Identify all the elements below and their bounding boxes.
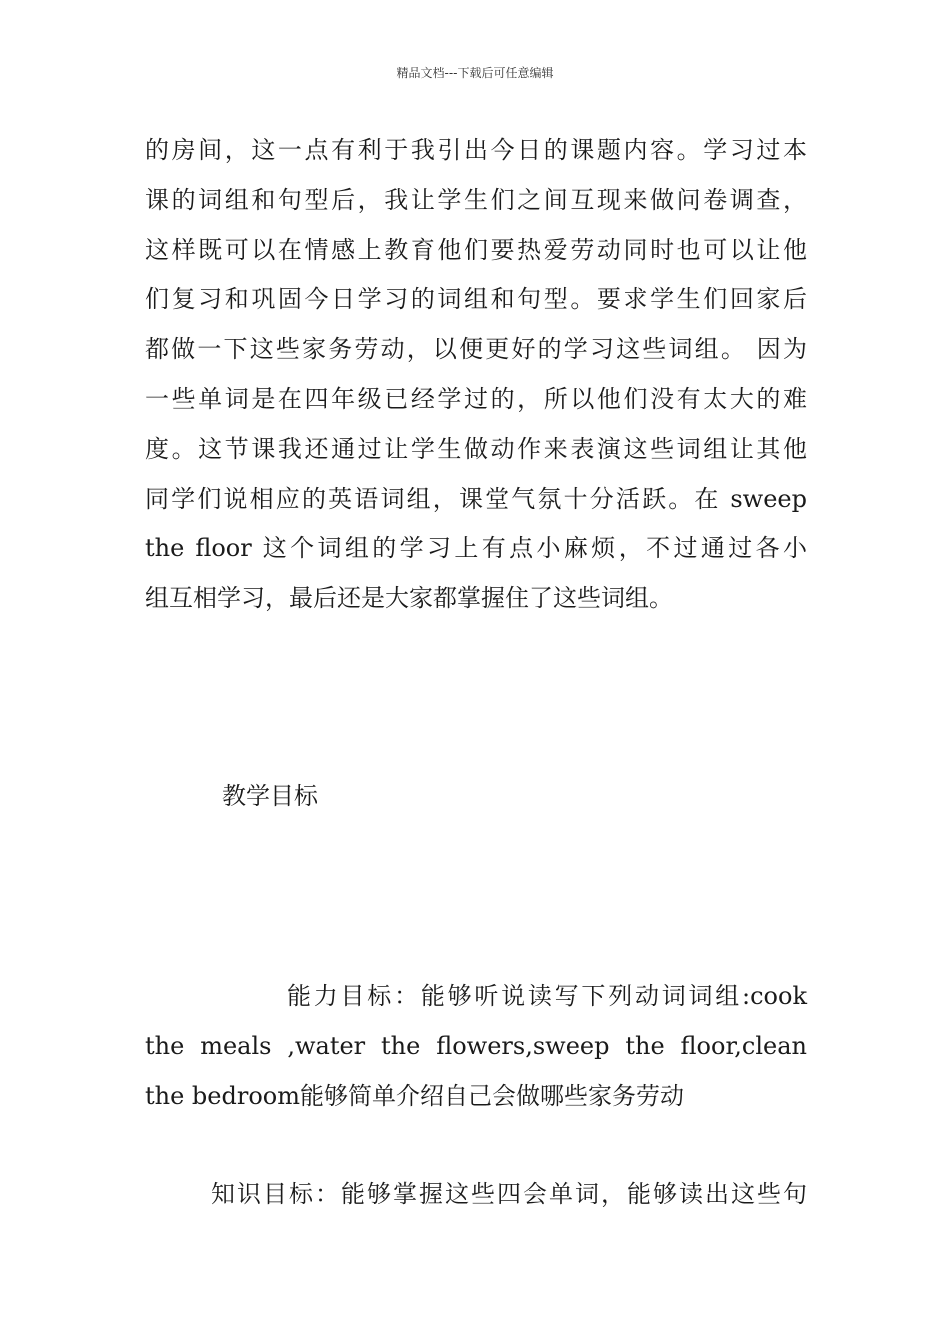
text-line: 组互相学习，最后还是大家都掌握住了这些词组。 (145, 584, 673, 613)
text-line: 一些单词是在四年级已经学过的，所以他们没有太大的难 (145, 384, 807, 413)
page-header: 精品文档---下载后可任意编辑 (396, 66, 554, 80)
text-line: 都做一下这些家务劳动，以便更好的学习这些词组。 因为 (145, 335, 807, 364)
text-line: 能力目标：能够听说读写下列动词词组:cook (287, 982, 807, 1010)
text-line: 们复习和巩固今日学习的词组和句型。要求学生们回家后 (145, 285, 807, 314)
text-line: 的房间，这一点有利于我引出今日的课题内容。学习过本 (145, 136, 807, 164)
text-line: the floor 这个词组的学习上有点小麻烦，不过通过各小 (145, 534, 807, 563)
paragraph-knowledge-goals (145, 1170, 807, 1220)
text-line: the meals ,water the flowers,sweep the floor,clean (145, 1031, 807, 1060)
paragraph-reflection (145, 126, 807, 624)
text-line: 同学们说相应的英语词组，课堂气氛十分活跃。在 sweep (145, 484, 807, 513)
text-line: 度。这节课我还通过让学生做动作来表演这些词组让其他 (145, 434, 807, 463)
section-heading-teaching-goals: 教学目标 (222, 782, 318, 810)
text-line: 这样既可以在情感上教育他们要热爱劳动同时也可以让他 (145, 235, 807, 264)
text-line: 课的词组和句型后，我让学生们之间互现来做问卷调查， (145, 185, 807, 214)
text-line: the bedroom能够简单介绍自己会做哪些家务劳动 (145, 1081, 684, 1110)
text-line: 知识目标：能够掌握这些四会单词，能够读出这些句 (211, 1180, 807, 1208)
paragraph-ability-goals (145, 972, 807, 1121)
